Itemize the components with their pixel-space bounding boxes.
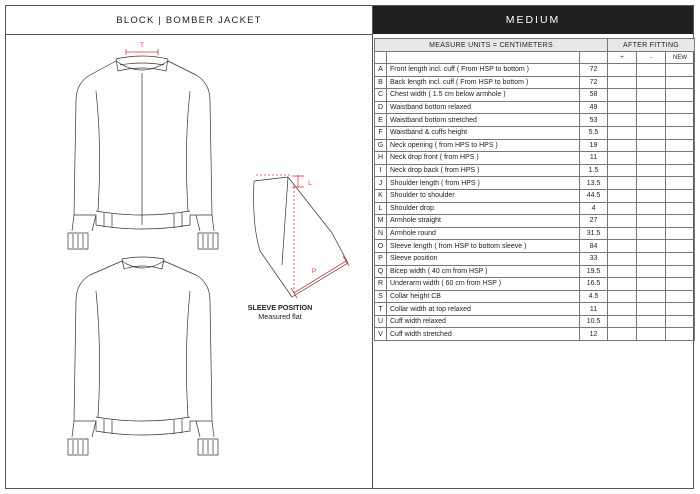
row-value: 5.5 bbox=[580, 126, 608, 139]
plus-cell bbox=[608, 189, 637, 202]
back-view-drawing bbox=[68, 257, 218, 455]
row-description: Sleeve position bbox=[387, 252, 580, 265]
row-description: Shoulder to shoulder bbox=[387, 189, 580, 202]
row-code: A bbox=[375, 64, 387, 77]
plus-cell bbox=[608, 89, 637, 102]
row-code: R bbox=[375, 278, 387, 291]
new-cell bbox=[666, 189, 695, 202]
new-cell bbox=[666, 101, 695, 114]
minus-cell bbox=[637, 76, 666, 89]
table-row bbox=[375, 278, 695, 291]
minus-cell bbox=[637, 215, 666, 228]
table-row bbox=[375, 76, 695, 89]
new-cell bbox=[666, 76, 695, 89]
plus-cell bbox=[608, 164, 637, 177]
row-description: Waistband bottom relaxed bbox=[387, 101, 580, 114]
new-cell bbox=[666, 315, 695, 328]
minus-cell bbox=[637, 177, 666, 190]
row-description: Sleeve length ( from HSP to bottom sleeve ) bbox=[387, 240, 580, 253]
row-code: I bbox=[375, 164, 387, 177]
new-cell bbox=[666, 164, 695, 177]
minus-cell bbox=[637, 328, 666, 341]
table-row bbox=[375, 177, 695, 190]
minus-cell bbox=[637, 227, 666, 240]
row-value: 1.5 bbox=[580, 164, 608, 177]
minus-cell bbox=[637, 139, 666, 152]
table-row bbox=[375, 114, 695, 127]
new-cell bbox=[666, 177, 695, 190]
new-cell bbox=[666, 89, 695, 102]
minus-cell bbox=[637, 315, 666, 328]
sleeve-caption bbox=[236, 303, 324, 321]
front-view-drawing bbox=[68, 56, 218, 249]
minus-cell bbox=[637, 189, 666, 202]
table-row bbox=[375, 227, 695, 240]
row-description: Neck drop back ( from HPS ) bbox=[387, 164, 580, 177]
table-row bbox=[375, 139, 695, 152]
new-cell bbox=[666, 152, 695, 165]
plus-cell bbox=[608, 202, 637, 215]
row-value: 53 bbox=[580, 114, 608, 127]
row-description: Armhole round bbox=[387, 227, 580, 240]
new-cell bbox=[666, 278, 695, 291]
table-row bbox=[375, 202, 695, 215]
plus-cell bbox=[608, 139, 637, 152]
column-divider bbox=[372, 5, 373, 489]
row-description: Armhole straight bbox=[387, 215, 580, 228]
collar-measure-label: T bbox=[140, 42, 144, 49]
measurement-rows bbox=[375, 64, 695, 341]
row-description: Cuff width stretched bbox=[387, 328, 580, 341]
plus-cell bbox=[608, 227, 637, 240]
plus-cell bbox=[608, 215, 637, 228]
new-cell bbox=[666, 240, 695, 253]
new-cell bbox=[666, 215, 695, 228]
row-description: Front length incl. cuff ( From HSP to bottom ) bbox=[387, 64, 580, 77]
row-code: F bbox=[375, 126, 387, 139]
plus-cell bbox=[608, 265, 637, 278]
sleeve-caption-subtitle: Measured flat bbox=[258, 312, 302, 321]
row-code: E bbox=[375, 114, 387, 127]
row-value: 10.5 bbox=[580, 315, 608, 328]
plus-cell bbox=[608, 328, 637, 341]
row-value: 19.5 bbox=[580, 265, 608, 278]
table-row bbox=[375, 315, 695, 328]
row-code: P bbox=[375, 252, 387, 265]
row-value: 49 bbox=[580, 101, 608, 114]
plus-cell bbox=[608, 315, 637, 328]
row-value: 72 bbox=[580, 64, 608, 77]
row-description: Chest width ( 1.5 cm below armhole ) bbox=[387, 89, 580, 102]
row-code: S bbox=[375, 290, 387, 303]
new-cell bbox=[666, 139, 695, 152]
plus-cell bbox=[608, 114, 637, 127]
row-value: 16.5 bbox=[580, 278, 608, 291]
row-code: C bbox=[375, 89, 387, 102]
table-row bbox=[375, 240, 695, 253]
table-row bbox=[375, 89, 695, 102]
sleeve-detail-drawing bbox=[254, 177, 348, 297]
minus-column-header: - bbox=[637, 52, 666, 64]
row-description: Collar width at top relaxed bbox=[387, 303, 580, 316]
row-value: 72 bbox=[580, 76, 608, 89]
minus-cell bbox=[637, 303, 666, 316]
row-value: 4.5 bbox=[580, 290, 608, 303]
row-description: Underarm width ( 60 cm from HSP ) bbox=[387, 278, 580, 291]
row-description: Waistband bottom stretched bbox=[387, 114, 580, 127]
row-value: 58 bbox=[580, 89, 608, 102]
plus-cell bbox=[608, 278, 637, 291]
minus-cell bbox=[637, 114, 666, 127]
sleeve-position-measure-line bbox=[294, 261, 346, 293]
table-row bbox=[375, 265, 695, 278]
row-code: T bbox=[375, 303, 387, 316]
row-code: U bbox=[375, 315, 387, 328]
row-description: Cuff width relaxed bbox=[387, 315, 580, 328]
row-code: J bbox=[375, 177, 387, 190]
row-value: 19 bbox=[580, 139, 608, 152]
row-description: Bicep width ( 40 cm from HSP ) bbox=[387, 265, 580, 278]
sleeve-caption-title: SLEEVE POSITION bbox=[247, 303, 313, 312]
minus-cell bbox=[637, 278, 666, 291]
units-header: MEASURE UNITS = CENTIMETERS bbox=[375, 39, 608, 52]
new-cell bbox=[666, 202, 695, 215]
row-value: 4 bbox=[580, 202, 608, 215]
new-cell bbox=[666, 265, 695, 278]
measurement-table bbox=[374, 38, 695, 341]
minus-cell bbox=[637, 202, 666, 215]
plus-cell bbox=[608, 240, 637, 253]
minus-cell bbox=[637, 240, 666, 253]
row-code: G bbox=[375, 139, 387, 152]
new-cell bbox=[666, 114, 695, 127]
row-description: Neck drop front ( from HPS ) bbox=[387, 152, 580, 165]
minus-cell bbox=[637, 64, 666, 77]
row-description: Shoulder length ( from HPS ) bbox=[387, 177, 580, 190]
row-description: Neck opening ( from HPS to HPS ) bbox=[387, 139, 580, 152]
minus-cell bbox=[637, 101, 666, 114]
minus-cell bbox=[637, 126, 666, 139]
minus-cell bbox=[637, 252, 666, 265]
size-header: MEDIUM bbox=[373, 6, 693, 34]
plus-cell bbox=[608, 252, 637, 265]
plus-cell bbox=[608, 177, 637, 190]
row-value: 12 bbox=[580, 328, 608, 341]
plus-cell bbox=[608, 303, 637, 316]
table-row bbox=[375, 290, 695, 303]
row-value: 33 bbox=[580, 252, 608, 265]
row-description: Collar height CB bbox=[387, 290, 580, 303]
plus-column-header: + bbox=[608, 52, 637, 64]
table-row bbox=[375, 328, 695, 341]
table-row bbox=[375, 303, 695, 316]
minus-cell bbox=[637, 152, 666, 165]
row-value: 44.5 bbox=[580, 189, 608, 202]
row-value: 31.5 bbox=[580, 227, 608, 240]
table-row bbox=[375, 152, 695, 165]
plus-cell bbox=[608, 290, 637, 303]
table-row bbox=[375, 215, 695, 228]
row-description: Back length incl. cuff ( From HSP to bottom ) bbox=[387, 76, 580, 89]
row-code: N bbox=[375, 227, 387, 240]
plus-cell bbox=[608, 64, 637, 77]
table-row bbox=[375, 252, 695, 265]
plus-cell bbox=[608, 76, 637, 89]
new-cell bbox=[666, 303, 695, 316]
block-title: BLOCK | BOMBER JACKET bbox=[6, 6, 372, 35]
plus-cell bbox=[608, 152, 637, 165]
row-code: B bbox=[375, 76, 387, 89]
shoulder-drop-measure-label: L bbox=[308, 180, 312, 187]
sleeve-position-measure-label: P bbox=[311, 268, 317, 275]
minus-cell bbox=[637, 89, 666, 102]
row-value: 27 bbox=[580, 215, 608, 228]
row-code: L bbox=[375, 202, 387, 215]
minus-cell bbox=[637, 290, 666, 303]
plus-cell bbox=[608, 126, 637, 139]
after-fitting-header: AFTER FITTING bbox=[608, 39, 695, 52]
row-description: Shoulder drop bbox=[387, 202, 580, 215]
row-code: H bbox=[375, 152, 387, 165]
row-code: M bbox=[375, 215, 387, 228]
row-description: Waistband & cuffs height bbox=[387, 126, 580, 139]
new-cell bbox=[666, 290, 695, 303]
plus-cell bbox=[608, 101, 637, 114]
flat-sketches bbox=[6, 35, 372, 488]
new-cell bbox=[666, 252, 695, 265]
minus-cell bbox=[637, 164, 666, 177]
row-code: Q bbox=[375, 265, 387, 278]
row-code: K bbox=[375, 189, 387, 202]
table-row bbox=[375, 189, 695, 202]
new-cell bbox=[666, 126, 695, 139]
row-value: 11 bbox=[580, 303, 608, 316]
new-cell bbox=[666, 64, 695, 77]
row-code: V bbox=[375, 328, 387, 341]
new-cell bbox=[666, 227, 695, 240]
row-value: 84 bbox=[580, 240, 608, 253]
table-row bbox=[375, 164, 695, 177]
new-column-header: NEW bbox=[666, 52, 695, 64]
minus-cell bbox=[637, 265, 666, 278]
row-value: 11 bbox=[580, 152, 608, 165]
new-cell bbox=[666, 328, 695, 341]
row-code: D bbox=[375, 101, 387, 114]
row-value: 13.5 bbox=[580, 177, 608, 190]
row-code: O bbox=[375, 240, 387, 253]
table-row bbox=[375, 64, 695, 77]
table-row bbox=[375, 126, 695, 139]
table-row bbox=[375, 101, 695, 114]
